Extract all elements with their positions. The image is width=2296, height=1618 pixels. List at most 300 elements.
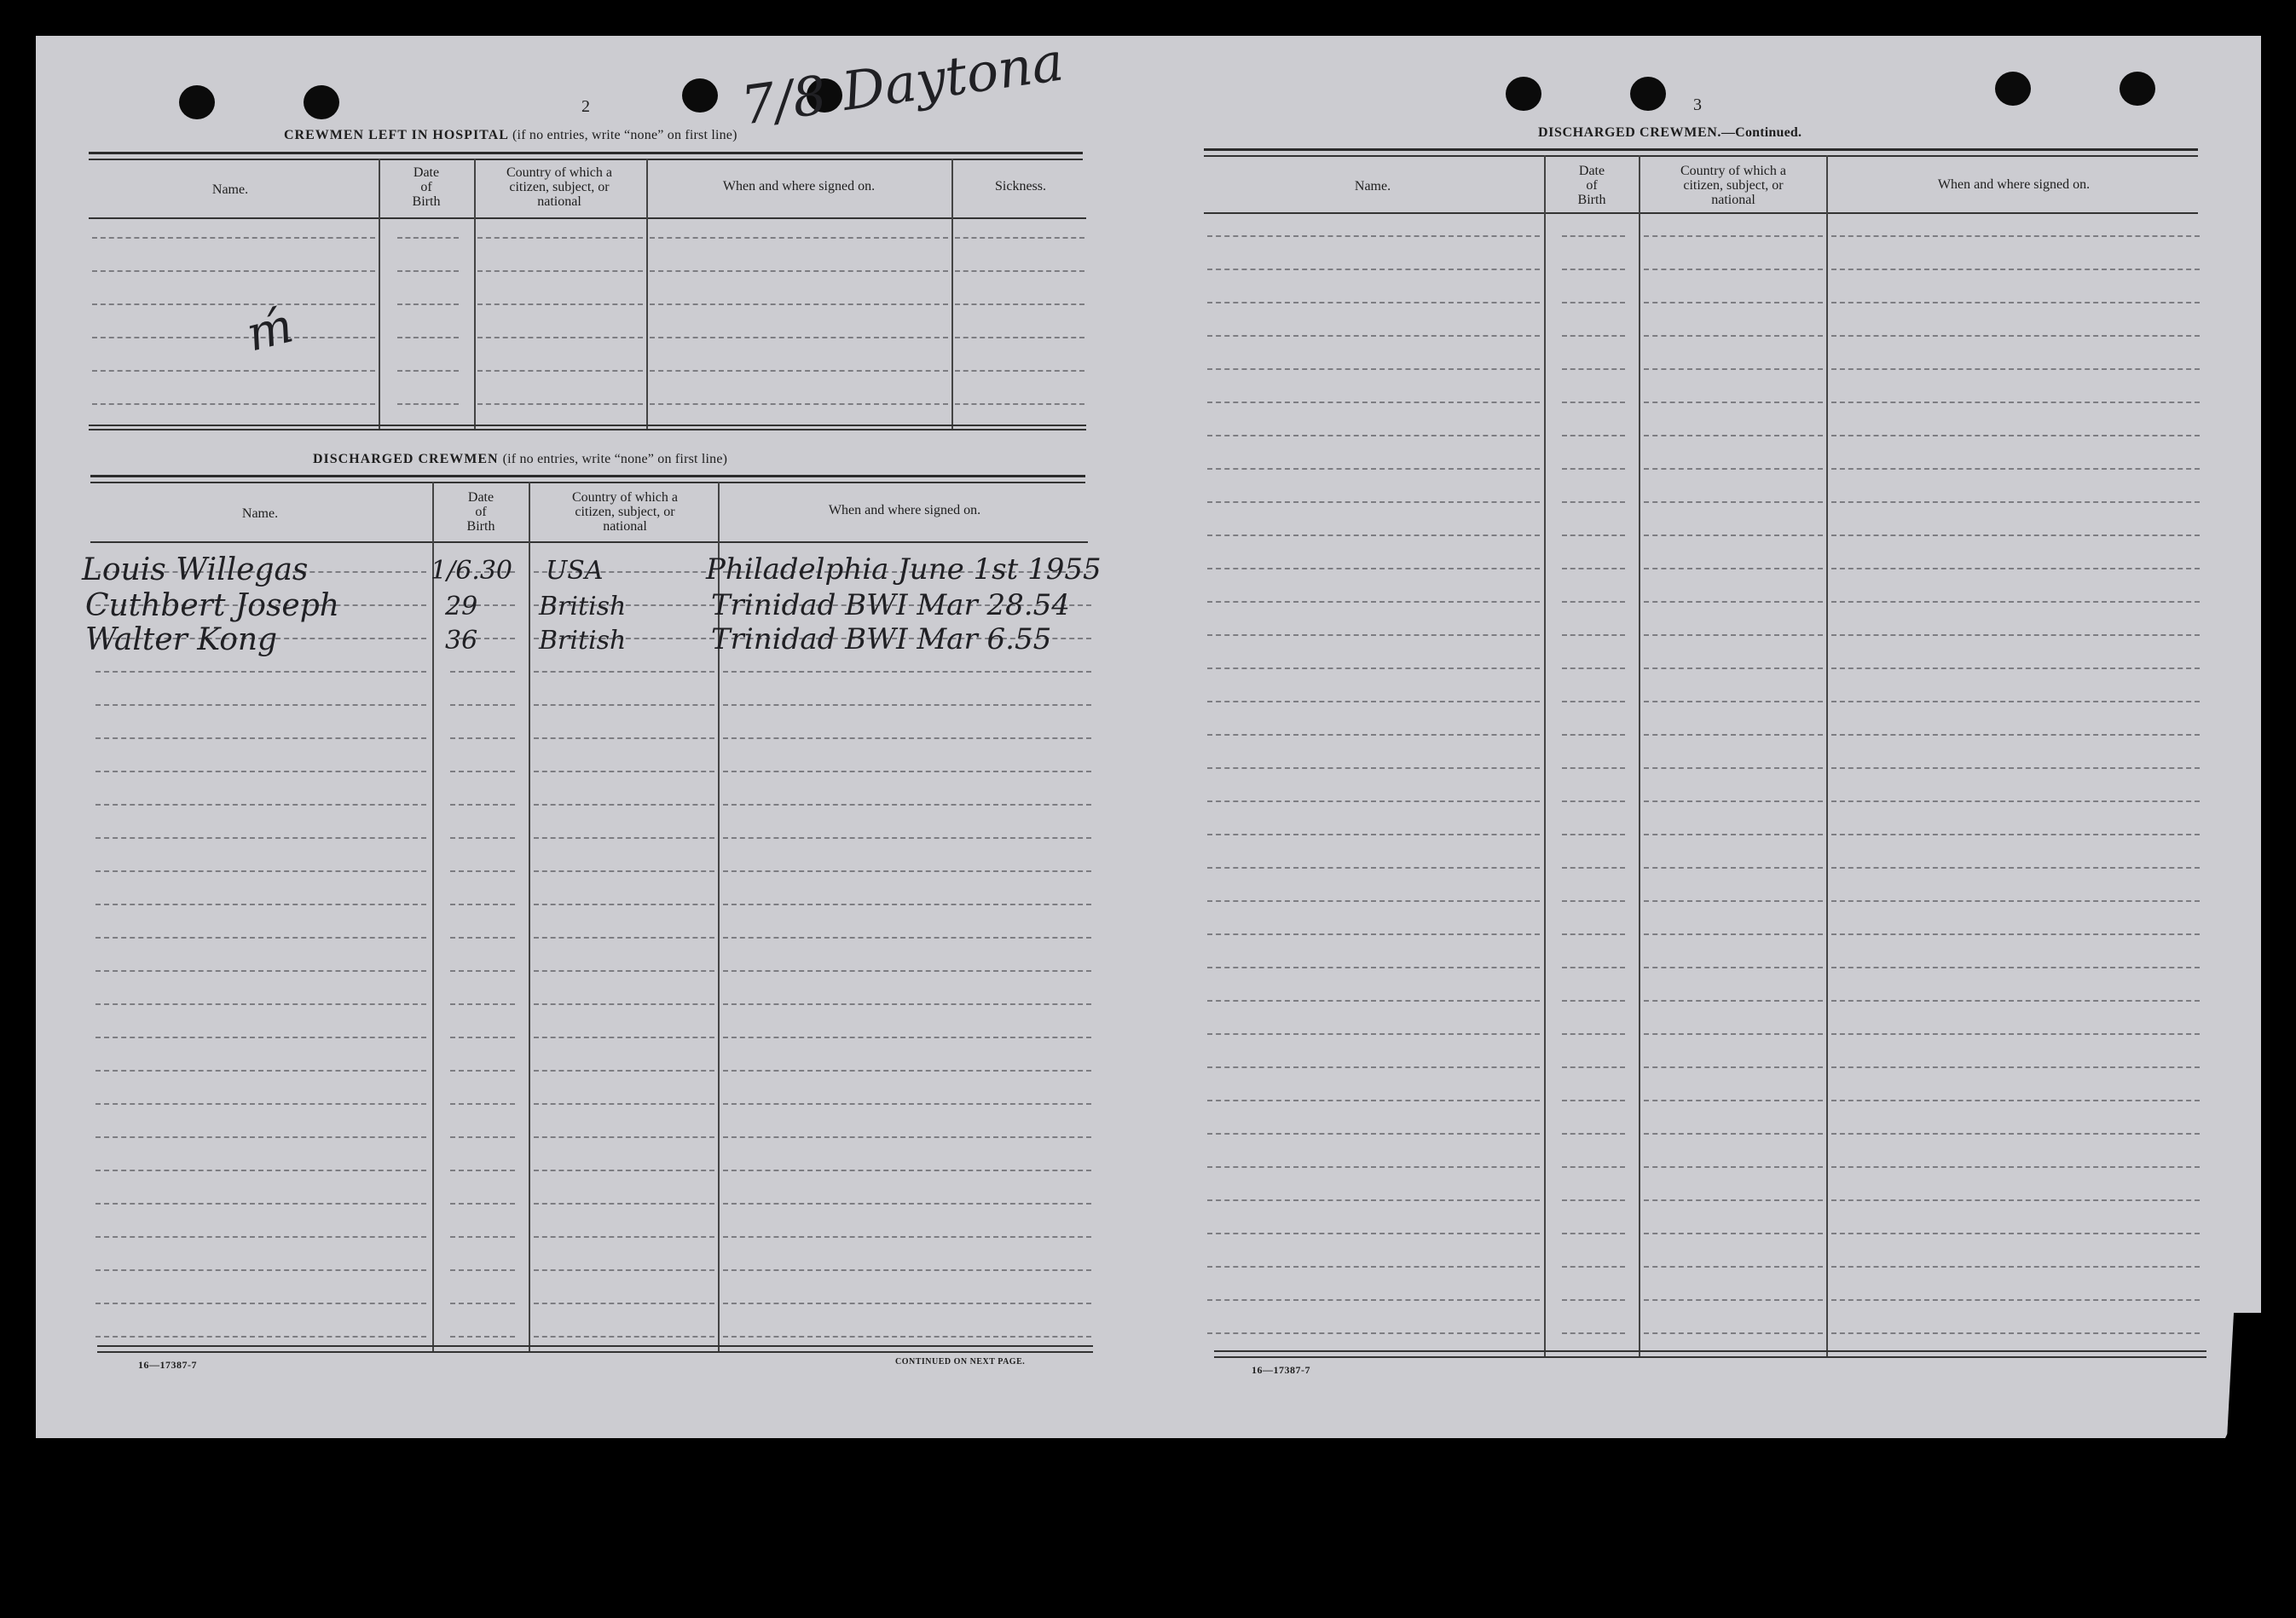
entry-line [1644,1299,1823,1301]
entry-line [450,771,515,772]
column-divider [474,159,476,430]
header-bottom-rule [90,541,1088,543]
entry-line [1562,800,1625,802]
entry-line [1644,1000,1823,1002]
entry-line [723,1103,1091,1105]
entry-line [92,270,375,272]
entry-line [1207,235,1540,237]
entry-line [534,1103,714,1105]
page-number: 2 [581,97,590,116]
continued-suffix: —Continued. [1721,125,1802,140]
entry-line [534,1037,714,1038]
entry-line [1644,734,1823,736]
entry-line [95,1003,426,1005]
form-number: 16—17387-7 [1252,1364,1310,1376]
entry-line [723,1203,1091,1205]
entry-line [1644,933,1823,935]
column-header-name: Name. [211,182,249,197]
entry-line [1831,1033,2200,1035]
entry-line [92,237,375,239]
entry-line [1562,933,1625,935]
entry-line [1644,335,1823,337]
entry-line [723,804,1091,806]
entry-line [1831,701,2200,702]
entry-line [1562,1066,1625,1068]
entry-line [955,270,1084,272]
entry-line [1644,800,1823,802]
entry-line [1644,767,1823,769]
entry-line [1644,402,1823,403]
entry-line [450,1203,515,1205]
entry-line [95,671,426,673]
discharged-note: (if no entries, write “none” on first line) [502,452,728,466]
entry-line [723,1269,1091,1271]
entry-line [1562,1166,1625,1168]
column-header-dob: Date of Birth [412,165,441,209]
entry-line [1207,634,1540,636]
entry-line [1207,1133,1540,1135]
punch-hole [304,85,339,119]
column-divider [1639,155,1640,1357]
entry-line [1207,1100,1540,1101]
entry-line [1562,302,1625,303]
entry-line [534,1170,714,1171]
table-top-rule [1204,155,2198,157]
entry-line [534,1269,714,1271]
entry-line [1207,800,1540,802]
entry-name: Cuthbert Joseph [85,588,339,623]
entry-line [723,837,1091,839]
entry-line [450,671,515,673]
entry-line [723,1003,1091,1005]
entry-line [1644,501,1823,503]
entry-line [534,937,714,939]
entry-line [1207,402,1540,403]
table-bottom-rule [97,1351,1093,1353]
entry-line [1831,568,2200,569]
entry-line [1831,1332,2200,1334]
entry-line [534,704,714,706]
punch-hole [2120,72,2155,106]
punch-hole [1995,72,2031,106]
entry-line [1207,967,1540,968]
handwritten-mark: ḿ [240,298,299,363]
entry-line [477,370,643,372]
entry-line [95,704,426,706]
entry-line [534,1003,714,1005]
entry-line [397,337,459,338]
entry-line [534,671,714,673]
entry-line [1831,1199,2200,1201]
entry-line [95,737,426,739]
entry-line [95,1303,426,1304]
entry-line [534,904,714,905]
column-header-name: Name. [1354,179,1391,194]
entry-line [95,937,426,939]
entry-line [534,837,714,839]
header-bottom-rule [1204,212,2198,214]
entry-line [1207,701,1540,702]
entry-line [95,1070,426,1072]
entry-line [1562,435,1625,436]
entry-line [723,937,1091,939]
hospital-note: (if no entries, write “none” on first line) [512,128,737,142]
entry-line [955,237,1084,239]
entry-line [1831,501,2200,503]
entry-line [1207,468,1540,470]
entry-line [450,804,515,806]
entry-line [1831,335,2200,337]
continued-title: DISCHARGED CREWMEN. [1538,125,1721,140]
entry-line [450,1070,515,1072]
column-header-sickness: Sickness. [995,179,1046,194]
entry-line [955,337,1084,338]
entry-line [1831,1233,2200,1234]
entry-line [1831,933,2200,935]
entry-line [95,1037,426,1038]
column-divider [432,482,434,1353]
entry-line [1644,900,1823,902]
entry-line [650,303,948,305]
entry-line [397,270,459,272]
entry-line [95,1336,426,1338]
entry-line [1831,235,2200,237]
entry-dob: 29 [445,592,478,621]
entry-line [450,1003,515,1005]
entry-line [92,370,375,372]
entry-line [1562,1299,1625,1301]
entry-line [1207,302,1540,303]
header-bottom-rule [89,217,1086,219]
entry-line [95,1103,426,1105]
entry-line [1831,634,2200,636]
entry-line [534,804,714,806]
entry-line [1207,1233,1540,1234]
entry-line [477,403,643,405]
entry-line [1207,933,1540,935]
table-bottom-rule [97,1345,1093,1347]
entry-line [1644,601,1823,603]
entry-signed: Trinidad BWI Mar 6.55 [711,622,1052,656]
entry-line [1831,767,2200,769]
entry-line [1207,568,1540,569]
entry-line [92,337,375,338]
entry-line [1562,701,1625,702]
entry-line [1644,834,1823,835]
entry-line [1562,568,1625,569]
entry-dob: 36 [445,626,478,656]
entry-line [955,303,1084,305]
entry-line [1562,1033,1625,1035]
entry-line [723,771,1091,772]
entry-line [723,1037,1091,1038]
entry-line [534,737,714,739]
column-header-dob: Date of Birth [1577,164,1606,207]
entry-line [1562,1233,1625,1234]
column-header-signed: When and where signed on. [1937,177,2091,192]
entry-line [1831,1066,2200,1068]
entry-line [1831,734,2200,736]
entry-line [95,1136,426,1138]
entry-line [534,1303,714,1304]
entry-line [1562,1100,1625,1101]
entry-line [1831,1299,2200,1301]
column-header-signed: When and where signed on. [722,179,876,194]
entry-line [723,1336,1091,1338]
entry-line [1562,1000,1625,1002]
table-bottom-rule [89,425,1086,426]
entry-line [1831,601,2200,603]
entry-line [1207,501,1540,503]
entry-line [477,337,643,338]
table-bottom-rule [89,429,1086,431]
column-divider [529,482,530,1353]
entry-line [1644,368,1823,370]
form-number: 16—17387-7 [138,1359,197,1371]
entry-line [1207,1000,1540,1002]
table-top-rule [89,159,1083,160]
entry-line [450,837,515,839]
entry-line [1831,402,2200,403]
entry-line [1207,900,1540,902]
entry-line [1562,900,1625,902]
column-header-country: Country of which a citizen, subject, or national [1680,164,1786,207]
entry-line [1831,435,2200,436]
entry-line [534,1336,714,1338]
entry-line [1207,1299,1540,1301]
table-bottom-rule [1214,1356,2206,1358]
entry-line [650,337,948,338]
entry-line [723,1303,1091,1304]
entry-line [397,403,459,405]
entry-line [534,970,714,972]
entry-line [1562,501,1625,503]
entry-line [723,1136,1091,1138]
entry-line [1207,368,1540,370]
entry-line [1207,335,1540,337]
entry-line [1644,867,1823,869]
column-header-dob: Date of Birth [466,490,495,534]
entry-line [723,904,1091,905]
entry-line [1644,1066,1823,1068]
entry-line [450,704,515,706]
entry-line [450,1303,515,1304]
entry-line [92,403,375,405]
entry-line [450,970,515,972]
column-divider [646,159,648,430]
entry-line [1562,235,1625,237]
discharged-section-title [313,452,727,467]
entry-line [723,870,1091,872]
punch-hole [179,85,215,119]
entry-line [1562,335,1625,337]
entry-line [723,1070,1091,1072]
entry-line [1644,634,1823,636]
entry-line [95,1203,426,1205]
punch-hole [1506,77,1541,111]
entry-line [1644,1033,1823,1035]
entry-line [534,1070,714,1072]
column-header-country: Country of which a citizen, subject, or national [506,165,612,209]
entry-line [477,237,643,239]
entry-line [95,870,426,872]
entry-line [1207,1266,1540,1268]
entry-line [1562,368,1625,370]
entry-line [1644,1199,1823,1201]
entry-line [1644,667,1823,669]
entry-line [1207,767,1540,769]
table-top-rule [90,475,1085,477]
table-top-rule [89,152,1083,154]
entry-line [95,771,426,772]
table-top-rule [1204,148,2198,151]
entry-line [1207,667,1540,669]
entry-line [1562,535,1625,536]
entry-line [95,1170,426,1171]
handwritten-annotation: 7/8 Daytona [737,30,1067,137]
entry-line [1831,800,2200,802]
entry-country: USA [546,556,604,586]
discharged-title: DISCHARGED CREWMEN [313,452,499,466]
entry-line [397,370,459,372]
entry-line [1831,1266,2200,1268]
entry-line [1831,468,2200,470]
entry-line [955,370,1084,372]
entry-line [723,671,1091,673]
entry-line [534,771,714,772]
entry-line [1831,1133,2200,1135]
column-divider [1826,155,1828,1357]
entry-line [450,937,515,939]
entry-line [1562,1199,1625,1201]
entry-signed: Philadelphia June 1st 1955 [706,552,1102,587]
entry-line [1831,1000,2200,1002]
entry-line [1831,867,2200,869]
entry-line [1562,634,1625,636]
entry-line [450,1269,515,1271]
entry-line [1207,867,1540,869]
entry-line [1562,1332,1625,1334]
table-bottom-rule [1214,1350,2206,1352]
entry-line [1831,302,2200,303]
entry-line [1831,1100,2200,1101]
entry-line [1562,601,1625,603]
entry-line [95,837,426,839]
entry-country: British [539,626,627,656]
entry-line [1644,435,1823,436]
hospital-title: CREWMEN LEFT IN HOSPITAL [284,128,509,142]
entry-name: Walter Kong [85,622,278,657]
entry-line [1207,1066,1540,1068]
entry-line [1644,1166,1823,1168]
entry-line [450,870,515,872]
table-top-rule [90,482,1085,483]
entry-line [1831,368,2200,370]
entry-line [1562,1266,1625,1268]
entry-line [650,270,948,272]
entry-line [95,804,426,806]
entry-line [1562,269,1625,270]
entry-line [723,970,1091,972]
hospital-section-title [284,128,737,143]
punch-hole [1630,77,1666,111]
entry-line [1562,1133,1625,1135]
entry-line [1644,468,1823,470]
entry-line [1207,1332,1540,1334]
entry-line [450,1103,515,1105]
entry-line [1644,1266,1823,1268]
entry-line [1562,867,1625,869]
entry-line [1207,269,1540,270]
entry-line [450,1037,515,1038]
entry-line [1644,1233,1823,1234]
entry-line [1644,701,1823,702]
entry-line [450,1136,515,1138]
entry-line [1562,468,1625,470]
entry-line [95,1269,426,1271]
entry-line [650,403,948,405]
entry-line [95,970,426,972]
entry-country: British [539,592,627,621]
entry-line [723,737,1091,739]
entry-line [1562,834,1625,835]
entry-line [534,1203,714,1205]
entry-line [1831,834,2200,835]
column-header-country: Country of which a citizen, subject, or national [572,490,678,534]
entry-line [1207,1033,1540,1035]
entry-line [534,1236,714,1238]
entry-line [1207,834,1540,835]
entry-line [1831,535,2200,536]
entry-line [1207,535,1540,536]
entry-line [1207,1166,1540,1168]
entry-line [1644,1332,1823,1334]
entry-line [723,1236,1091,1238]
entry-signed: Trinidad BWI Mar 28.54 [711,588,1070,622]
entry-line [95,904,426,905]
entry-line [1644,1100,1823,1101]
entry-line [397,237,459,239]
entry-line [1644,235,1823,237]
entry-line [450,1170,515,1171]
punch-hole [682,78,718,113]
entry-line [955,403,1084,405]
column-header-signed: When and where signed on. [828,503,981,517]
entry-line [1831,269,2200,270]
entry-line [723,704,1091,706]
entry-line [1562,402,1625,403]
continued-note: CONTINUED ON NEXT PAGE. [895,1357,1026,1367]
entry-line [1831,967,2200,968]
column-divider [1544,155,1546,1357]
entry-line [650,237,948,239]
entry-line [534,870,714,872]
entry-line [450,737,515,739]
entry-line [450,1336,515,1338]
entry-line [1207,601,1540,603]
entry-line [1207,435,1540,436]
entry-line [1644,269,1823,270]
entry-line [477,270,643,272]
entry-line [723,1170,1091,1171]
entry-line [1644,568,1823,569]
entry-line [397,303,459,305]
entry-line [1831,900,2200,902]
continued-section-title [1538,125,1802,141]
entry-line [1562,967,1625,968]
entry-line [95,1236,426,1238]
entry-name: Louis Willegas [82,552,309,587]
